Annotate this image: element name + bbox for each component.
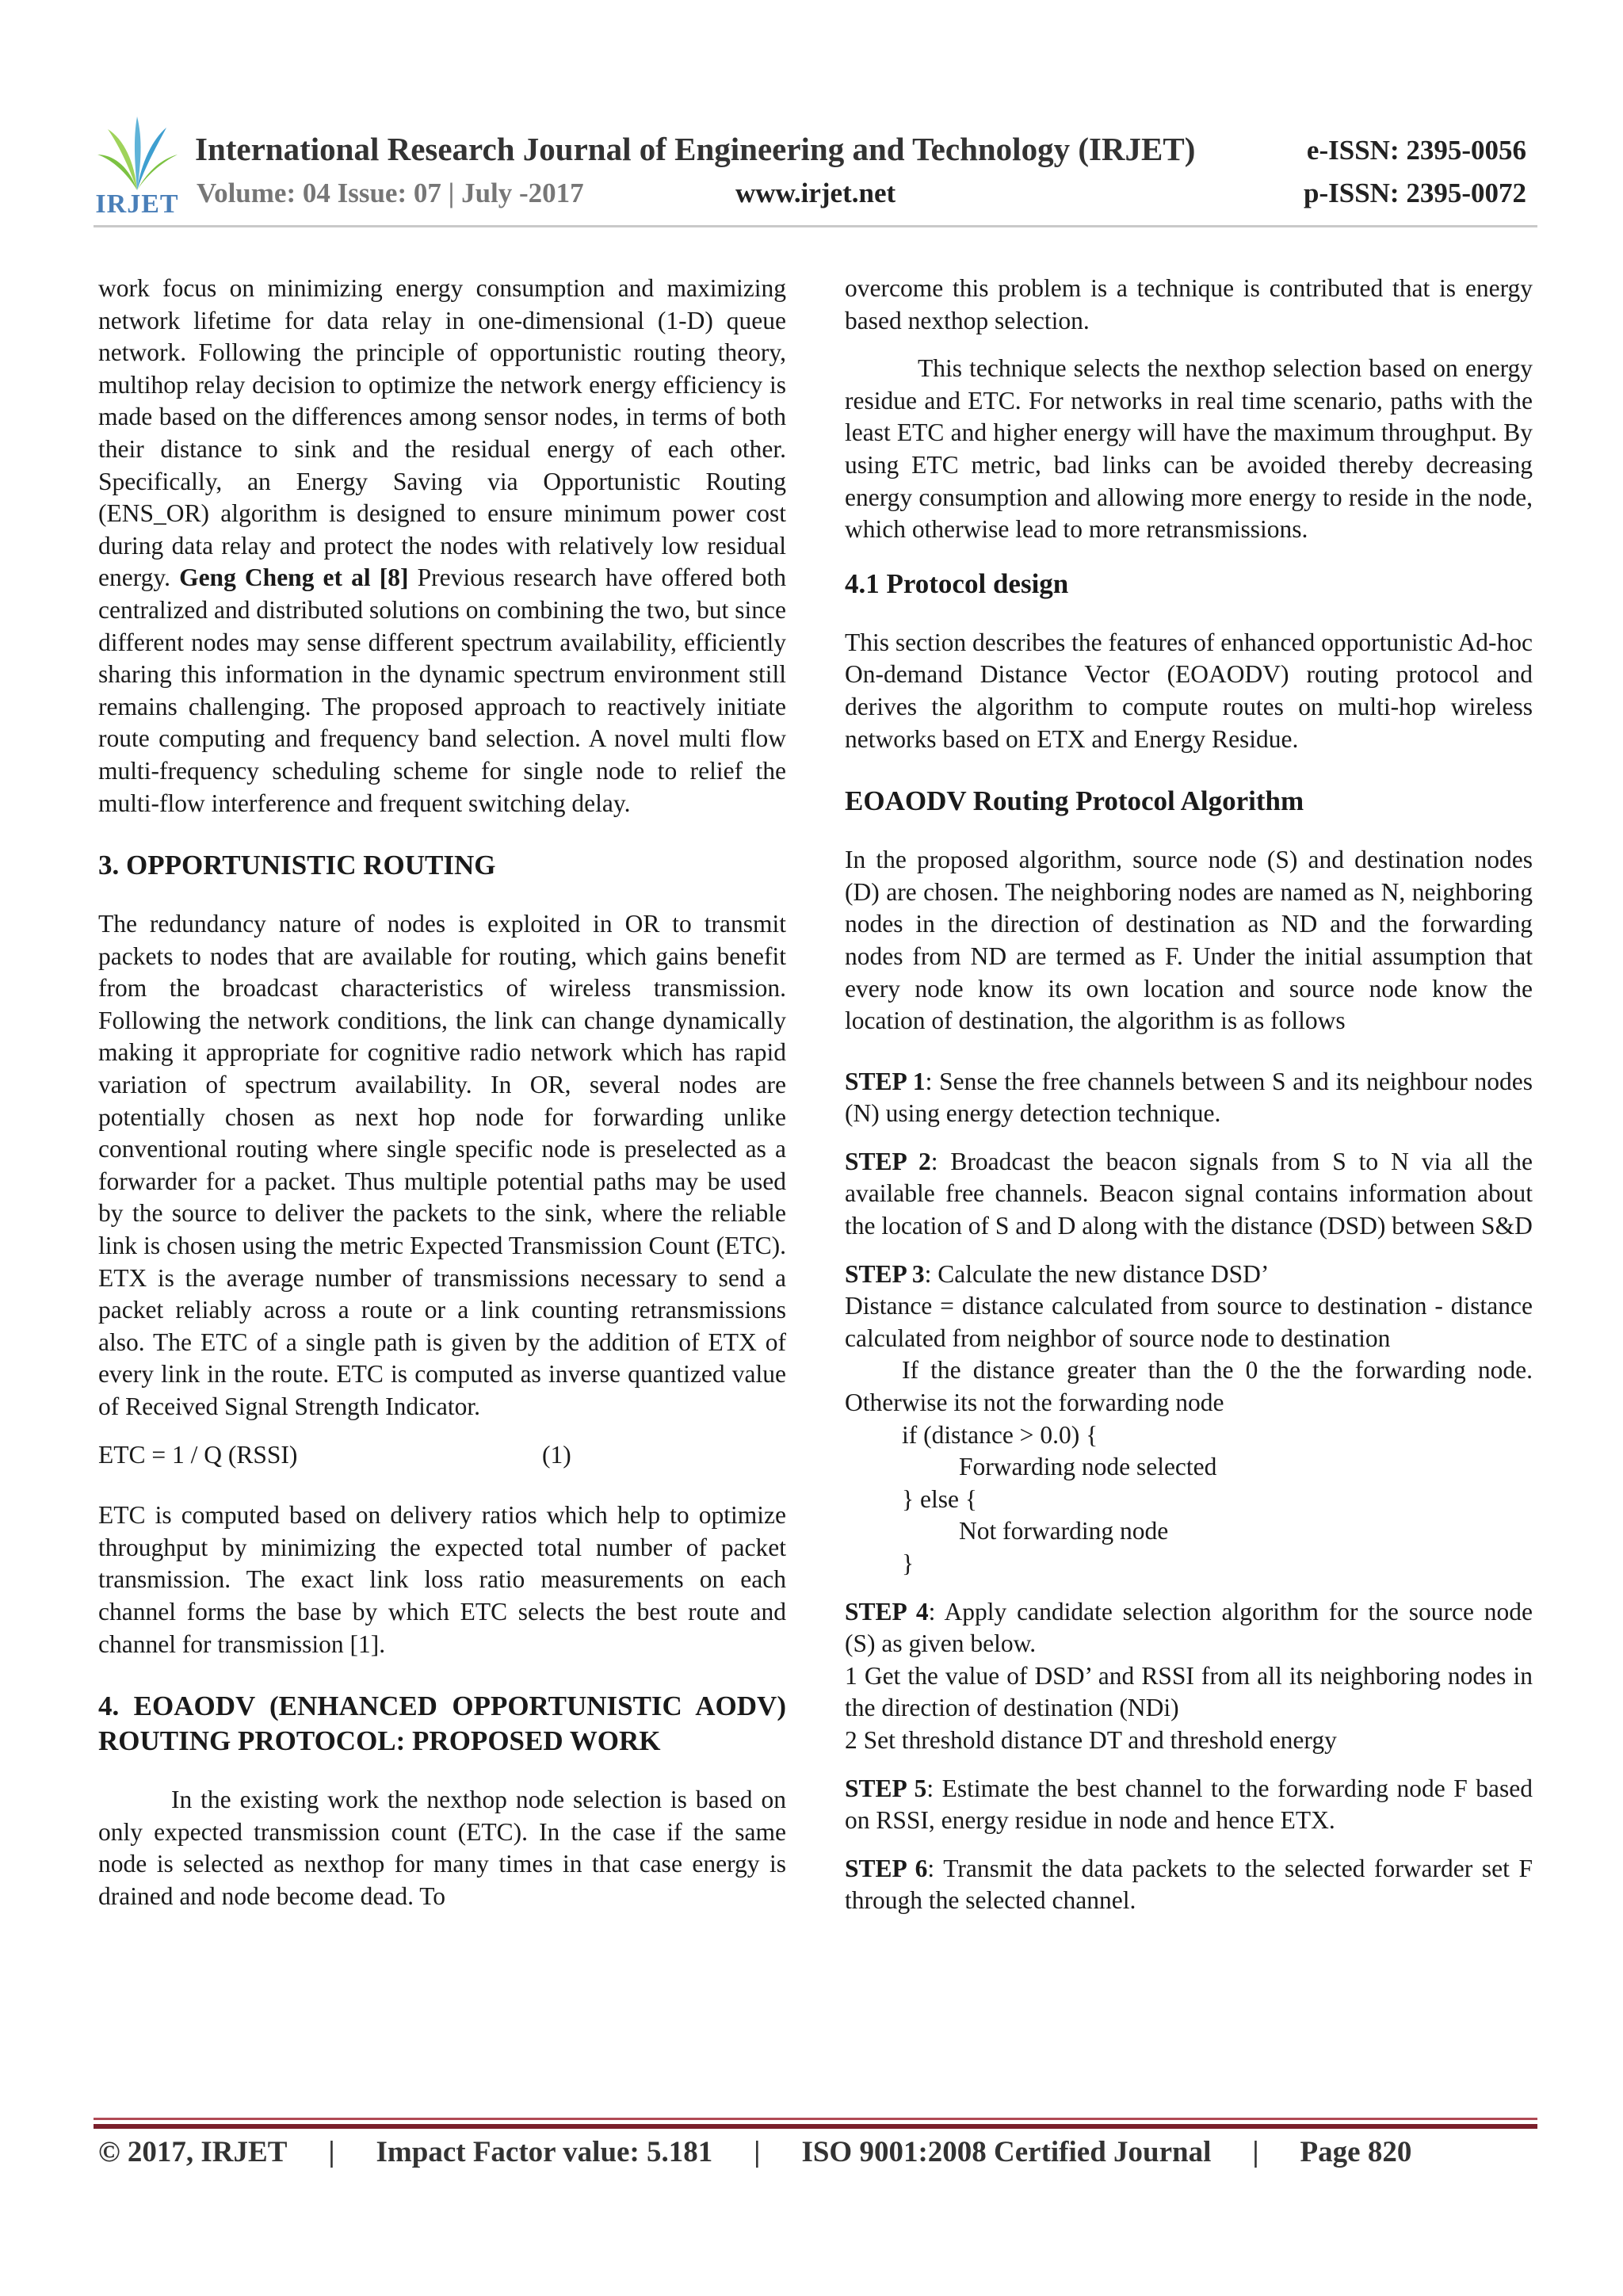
- step-label: STEP 3: [845, 1259, 925, 1288]
- algorithm-step: [845, 1773, 1533, 1837]
- footer-impact-factor: Impact Factor value: 5.181: [376, 2136, 713, 2168]
- equation-text: ETC = 1 / Q (RSSI): [98, 1440, 298, 1469]
- paragraph: overcome this problem is a technique is contributed that is energy based nexthop selection.: [845, 274, 1533, 334]
- equation: [98, 1439, 786, 1472]
- step-text: : Calculate the new distance DSD’: [924, 1259, 1270, 1288]
- code-line: Not forwarding node: [959, 1517, 1169, 1545]
- subsection-heading: 4.1 Protocol design: [845, 567, 1069, 599]
- step-label: STEP 4: [845, 1597, 929, 1626]
- paragraph: This section describes the features of enhanced opportunistic Ad-hoc On-demand Distance Vector (EOAODV) routing protocol and derives the algorithm to compute routes on multi-hop wireless networks based on ETX and Energy Residue.: [845, 628, 1533, 753]
- website-link[interactable]: www.irjet.net: [735, 178, 896, 208]
- step-text: If the distance greater than the 0 the the forwarding node. Otherwise its not the forwarding node: [845, 1356, 1533, 1417]
- step-text: : Sense the free channels between S and its neighbour nodes (N) using energy detection technique.: [845, 1067, 1533, 1128]
- journal-logo: [94, 115, 181, 218]
- step-text: : Apply candidate selection algorithm for the source node (S) as given below.: [845, 1597, 1533, 1658]
- footer-iso: ISO 9001:2008 Certified Journal: [801, 2136, 1212, 2168]
- paragraph: The redundancy nature of nodes is exploited in OR to transmit packets to nodes that are available for routing, which gains benefit from the broadcast characteristics of wireless transmission. Following the network conditions, the link can change dynamically making it appropriate for cognitive radio network which has rapid variation of spectrum availability. In OR, several nodes are potentially chosen as next hop node for forwarding unlike conventional routing where single specific node is preselected as a forwarder for a packet. Thus multiple potential paths may be used by the source to deliver the packets to the sink, where the reliable link is chosen using the metric Expected Transmission Count (ETC). ETX is the average number of transmissions necessary to send a packet reliably across a route or a link counting retransmissions also. The ETC of a single path is given by the addition of ETX of every link in the route. ETC is computed as inverse quantized value of Received Signal Strength Indicator.: [98, 910, 786, 1420]
- code-line: }: [902, 1549, 915, 1577]
- header-divider: [94, 225, 1537, 227]
- footer-separator: |: [754, 2136, 761, 2168]
- leaf-logo-icon: [94, 115, 181, 194]
- algorithm-step: [845, 1066, 1533, 1130]
- step-text: 1 Get the value of DSD’ and RSSI from all its neighboring nodes in the direction of destination (NDi): [845, 1661, 1533, 1722]
- paragraph: In the proposed algorithm, source node (S) and destination nodes (D) are chosen. The neighboring nodes are named as N, neighboring nodes in the direction of destination as ND and the forwarding nodes from ND are termed as F. Under the initial assumption that every node know its own location and source node know the location of destination, the algorithm is as follows: [845, 846, 1533, 1035]
- equation-number: (1): [542, 1440, 571, 1469]
- paragraph: In the existing work the nexthop node selection is based on only expected transmission count (ETC). In the case if the same node is selected as nexthop for many times in that case energy is drained and node become dead. To: [98, 1786, 786, 1910]
- step-text: : Estimate the best channel to the forwarding node F based on RSSI, energy residue in node and hence ETX.: [845, 1774, 1533, 1835]
- paragraph: ETC is computed based on delivery ratios which help to optimize throughput by minimizing the expected total number of packet transmission. The exact link loss ratio measurements on each channel forms the base by which ETC selects the best route and channel for transmission [1].: [98, 1501, 786, 1658]
- left-column: [98, 273, 786, 1929]
- section-heading: 3. OPPORTUNISTIC ROUTING: [98, 850, 496, 881]
- page-footer: [98, 2135, 1411, 2169]
- step-label: STEP 6: [845, 1854, 928, 1882]
- algorithm-step: [845, 1259, 1533, 1580]
- footer-copyright: © 2017, IRJET: [98, 2136, 288, 2168]
- algorithm-step: [845, 1146, 1533, 1243]
- paragraph-text: Previous research have offered both centralized and distributed solutions on combining the two, but since different nodes may sense different spectrum availability, efficiently sharing this information in the dynamic spectrum environment still remains challenging. The proposed approach to reactively initiate route computing and frequency band selection. A novel multi flow multi-frequency scheduling scheme for single node to relief the multi-flow interference and frequent switching delay.: [98, 563, 786, 817]
- algorithm-step: [845, 1596, 1533, 1757]
- volume-issue: Volume: 04 Issue: 07 | July -2017: [197, 178, 584, 208]
- page-header: [0, 0, 1623, 238]
- section-heading: 4. EOAODV (ENHANCED OPPORTUNISTIC AODV) ROUTING PROTOCOL: PROPOSED WORK: [98, 1690, 786, 1757]
- paragraph: This technique selects the nexthop selection based on energy residue and ETC. For networks in real time scenario, paths with the least ETC and higher energy will have the maximum throughput. By using ETC metric, bad links can be avoided thereby decreasing energy consumption and allowing more energy to reside in the node, which otherwise lead to more retransmissions.: [845, 354, 1533, 544]
- paragraph: [98, 273, 786, 819]
- step-text: Distance = distance calculated from source to destination - distance calculated from neighbor of source node to destination: [845, 1292, 1533, 1352]
- code-line: Forwarding node selected: [959, 1453, 1217, 1481]
- code-line: if (distance > 0.0) {: [902, 1420, 1098, 1449]
- page-number: Page 820: [1300, 2136, 1412, 2168]
- footer-separator: |: [328, 2136, 335, 2168]
- journal-title: International Research Journal of Engineering and Technology (IRJET): [195, 131, 1196, 167]
- step-label: STEP 1: [845, 1067, 926, 1095]
- paragraph-text: work focus on minimizing energy consumption and maximizing network lifetime for data relay in one-dimensional (1-D) queue network. Following the principle of opportunistic routing theory, multihop relay decision to optimize the network energy efficiency is made based on the differences among sensor nodes, in terms of both their distance to sink and the residual energy of each other. Specifically, an Energy Saving via Opportunistic Routing (ENS_OR) algorithm is designed to ensure minimum power cost during data relay and protect the nodes with relatively low residual energy.: [98, 274, 786, 592]
- eissn: e-ISSN: 2395-0056: [1306, 135, 1526, 166]
- logo-text: IRJET: [95, 189, 179, 219]
- step-text: : Broadcast the beacon signals from S to N via all the available free channels. Beacon signal contains information about the location of S and D along with the distance (DSD) between S&D: [845, 1147, 1533, 1240]
- footer-divider-thin: [94, 2118, 1537, 2120]
- code-line: } else {: [902, 1484, 977, 1513]
- reference-author: Geng Cheng et al [8]: [179, 563, 409, 592]
- step-text: : Transmit the data packets to the selected forwarder set F through the selected channel.: [845, 1854, 1533, 1915]
- footer-divider-thick: [94, 2124, 1537, 2129]
- step-label: STEP 5: [845, 1774, 927, 1802]
- footer-separator: |: [1252, 2136, 1259, 2168]
- step-label: STEP 2: [845, 1147, 931, 1175]
- pissn: p-ISSN: 2395-0072: [1303, 178, 1526, 208]
- algorithm-step: [845, 1853, 1533, 1917]
- step-text: 2 Set threshold distance DT and threshold energy: [845, 1725, 1337, 1754]
- right-column: [845, 273, 1533, 1933]
- algorithm-heading: EOAODV Routing Protocol Algorithm: [845, 785, 1304, 817]
